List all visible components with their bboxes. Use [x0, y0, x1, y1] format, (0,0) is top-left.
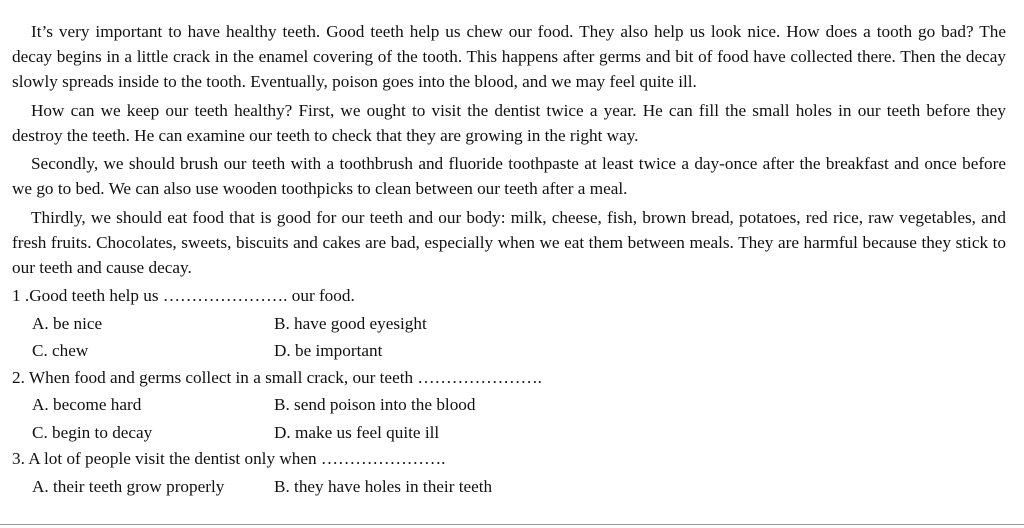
question-3-option-b[interactable]: B. they have holes in their teeth [274, 476, 493, 496]
question-3-options-row-1 [12, 473, 1006, 501]
question-3 [12, 446, 1006, 500]
question-2-option-a[interactable]: A. become hard [32, 395, 142, 414]
reading-worksheet [12, 19, 1006, 500]
question-3-option-a[interactable]: A. their teeth grow properly [32, 476, 225, 496]
passage-paragraph-4: Thirdly, we should eat food that is good for our teeth and our body: milk, cheese, fish, brown bread, potatoes, red rice, raw vegetables, and fresh fruits. Chocolates, sweets, biscuits and cakes are bad, especially when we eat them between meals. They are harmful because they stick to our teeth and cause decay. [12, 207, 1006, 277]
passage-paragraph-1: It’s very important to have healthy teeth. Good teeth help us chew our food. They also help us look nice. How does a tooth go bad? The decay begins in a little crack in the enamel covering of the tooth. This happens after germs and bit of food have collected there. Then the decay slowly spreads inside to the tooth. Eventually, poison goes into the blood, and we may feel quite ill. [12, 22, 1006, 91]
passage-paragraph-2: How can we keep our teeth healthy? First, we ought to visit the dentist twice a year. He can fill the small holes in our teeth before they destroy the teeth. He can examine our teeth to check that they are growing in the right way. [12, 100, 1006, 145]
question-2-option-c[interactable]: C. begin to decay [32, 422, 153, 442]
question-2-stem: 2. When food and germs collect in a small crack, our teeth …………………. [12, 367, 542, 387]
question-2-options-row-1 [12, 391, 1006, 419]
question-1 [12, 283, 1006, 365]
question-2-option-b[interactable]: B. send poison into the blood [274, 395, 476, 414]
question-list [12, 283, 1006, 500]
question-1-option-a[interactable]: A. be nice [32, 313, 103, 333]
question-1-options-row-2 [12, 337, 1006, 365]
question-1-option-d[interactable]: D. be important [274, 341, 383, 360]
question-2-options-row-2 [12, 419, 1006, 447]
question-1-stem: 1 .Good teeth help us …………………. our food. [12, 286, 355, 305]
bottom-divider [0, 524, 1024, 525]
question-1-option-c[interactable]: C. chew [32, 341, 89, 360]
passage-paragraph-3: Secondly, we should brush our teeth with a toothbrush and fluoride toothpaste at least twice a day-once after the breakfast and once before we go to bed. We can also use wooden toothpicks to clean between our teeth after a meal. [12, 154, 1006, 198]
question-2-option-d[interactable]: D. make us feel quite ill [274, 422, 440, 442]
question-1-options-row-1 [12, 310, 1006, 338]
reading-passage [12, 19, 1006, 280]
question-3-stem: 3. A lot of people visit the dentist only when …………………. [12, 449, 446, 468]
question-1-option-b[interactable]: B. have good eyesight [274, 313, 427, 333]
question-2 [12, 365, 1006, 447]
